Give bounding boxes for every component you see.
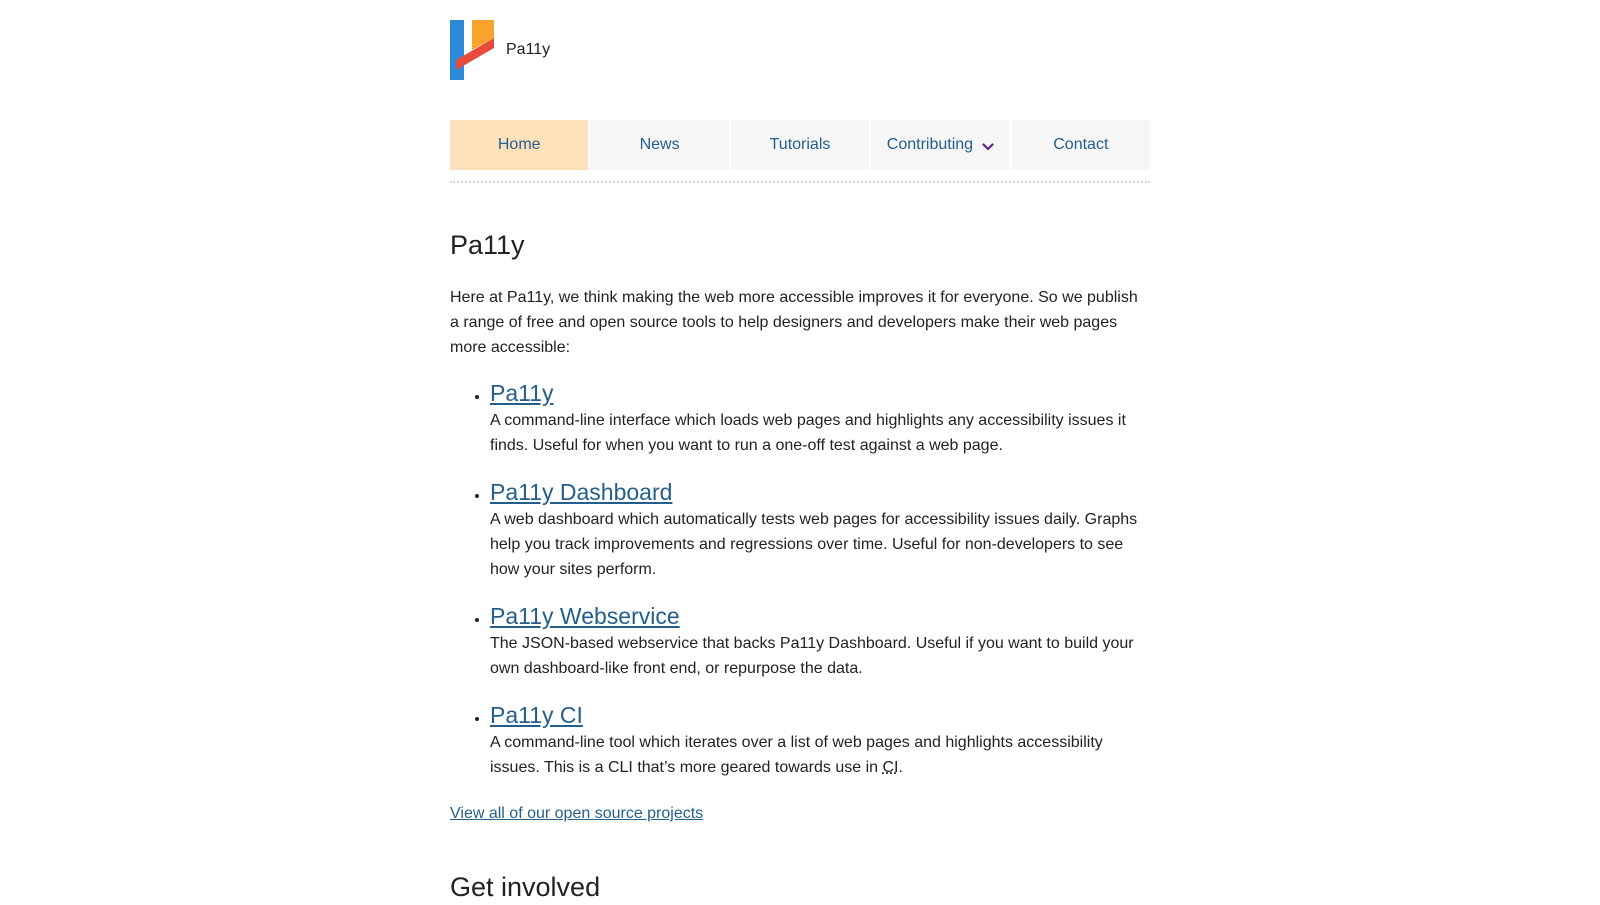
view-all-projects-link[interactable]: View all of our open source projects [450, 805, 704, 822]
project-list [450, 378, 1150, 780]
get-involved-heading: Get involved [450, 872, 601, 902]
list-item [490, 700, 1150, 780]
nav-divider [450, 181, 1150, 183]
list-item [490, 477, 1150, 582]
site-name[interactable]: Pa11y [506, 41, 551, 58]
nav-contributing-label: Contributing [886, 136, 974, 153]
description-text-end: . [898, 759, 903, 776]
page [450, 0, 1150, 905]
project-link-pa11y-dashboard[interactable]: Pa11y Dashboard [490, 479, 673, 505]
main-nav [450, 120, 1150, 170]
main-content [450, 227, 1150, 905]
chevron-down-icon [982, 143, 994, 151]
intro-paragraph: Here at Pa11y, we think making the web more accessible improves it for everyone. So we publish a range of free and open source tools to help designers and developers make their web pages more accessible: [450, 289, 1138, 356]
nav-contact[interactable]: Contact [1012, 120, 1150, 170]
list-item [490, 378, 1150, 458]
page-title: Pa11y [450, 230, 525, 260]
description-text: A command-line tool which iterates over a list of web pages and highlights accessibility issues. This is a CLI that’s more geared towards use in [490, 734, 1103, 776]
project-link-pa11y-ci[interactable]: Pa11y CI [490, 702, 583, 728]
project-description: The JSON-based webservice that backs Pa11y Dashboard. Useful if you want to build your own dashboard-like front end, or repurpose the data. [490, 635, 1134, 677]
project-link-pa11y-webservice[interactable]: Pa11y Webservice [490, 603, 680, 629]
ci-abbreviation: CI [882, 759, 899, 776]
list-item [490, 601, 1150, 681]
project-link-pa11y[interactable]: Pa11y [490, 380, 554, 406]
nav-home[interactable]: Home [450, 120, 588, 170]
nav-news[interactable]: News [590, 120, 728, 170]
project-description [490, 730, 1150, 780]
project-description: A web dashboard which automatically tests web pages for accessibility issues daily. Graphs help you track improvements and regressions over time. Useful for non-developers to see how your sites perform. [490, 511, 1138, 578]
nav-tutorials[interactable]: Tutorials [731, 120, 869, 170]
site-header [450, 0, 1150, 80]
nav-contributing[interactable] [871, 120, 1009, 170]
pa11y-logo-icon[interactable] [450, 20, 494, 80]
project-description: A command-line interface which loads web pages and highlights any accessibility issues it finds. Useful for when you want to run a one-off test against a web page. [490, 412, 1126, 454]
